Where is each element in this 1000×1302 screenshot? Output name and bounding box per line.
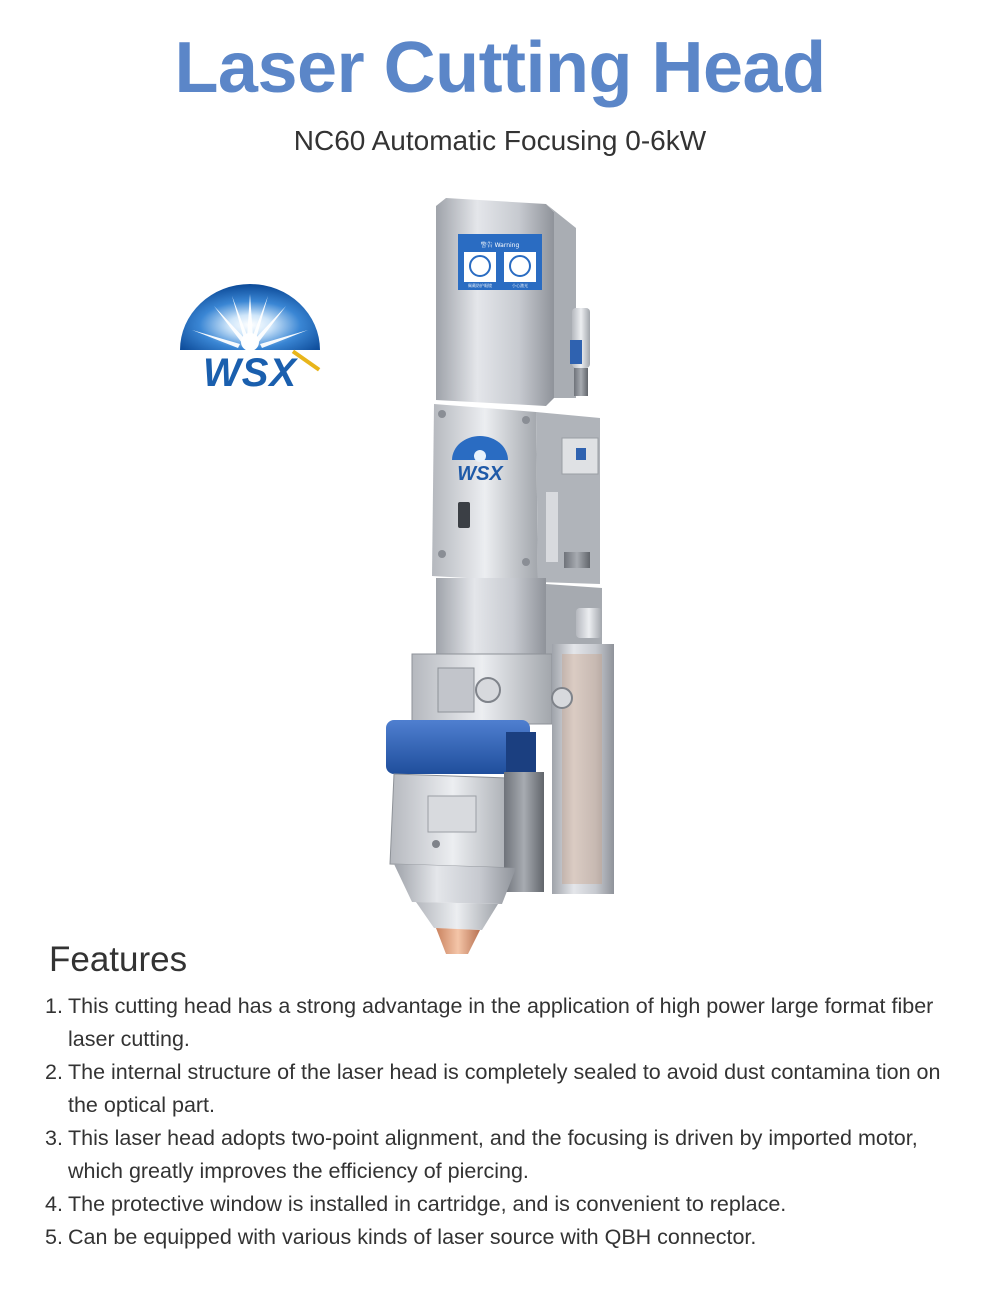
housing-neck	[436, 578, 546, 658]
feature-item	[45, 990, 975, 1056]
feature-item	[45, 1188, 975, 1221]
feature-item	[45, 1056, 975, 1122]
feature-number: 2.	[45, 1060, 63, 1084]
feature-number: 3.	[45, 1126, 63, 1150]
feature-text: This laser head adopts two-point alignment, and the focusing is driven by imported motor, which greatly improves the efficiency of piercing.	[68, 1126, 918, 1183]
feature-text: Can be equipped with various kinds of laser source with QBH connector.	[68, 1225, 757, 1249]
warning-label-left: 佩戴防护眼镜	[468, 283, 492, 288]
housing-middle	[432, 404, 538, 582]
alignment-screw	[476, 678, 500, 702]
features-list	[45, 990, 975, 1254]
feature-text: The internal structure of the laser head is completely sealed to avoid dust contamina tion on the optical part.	[68, 1060, 941, 1117]
page-title: Laser Cutting Head	[174, 28, 826, 108]
housing-top	[436, 198, 554, 406]
feature-number: 1.	[45, 994, 63, 1018]
page-subtitle: NC60 Automatic Focusing 0-6kW	[293, 125, 707, 156]
feature-text: The protective window is installed in cartridge, and is convenient to replace.	[68, 1192, 787, 1216]
feature-number: 5.	[45, 1225, 63, 1249]
warning-label-right: 小心激光	[512, 283, 528, 288]
copper-nozzle	[436, 928, 480, 954]
feature-number: 4.	[45, 1192, 63, 1216]
body-logo-text: WSX	[457, 463, 503, 485]
logo-text: WSX	[202, 351, 298, 390]
wsx-logo	[178, 282, 322, 390]
feature-item	[45, 1122, 975, 1188]
features-heading: Features	[49, 940, 188, 979]
laser-head-image	[376, 192, 626, 958]
display-window	[458, 502, 470, 528]
feature-item	[45, 1221, 975, 1254]
warning-label-text: 警告 Warning	[480, 242, 520, 249]
feature-text: This cutting head has a strong advantage in the application of high power large format fiber laser cutting.	[68, 994, 934, 1051]
